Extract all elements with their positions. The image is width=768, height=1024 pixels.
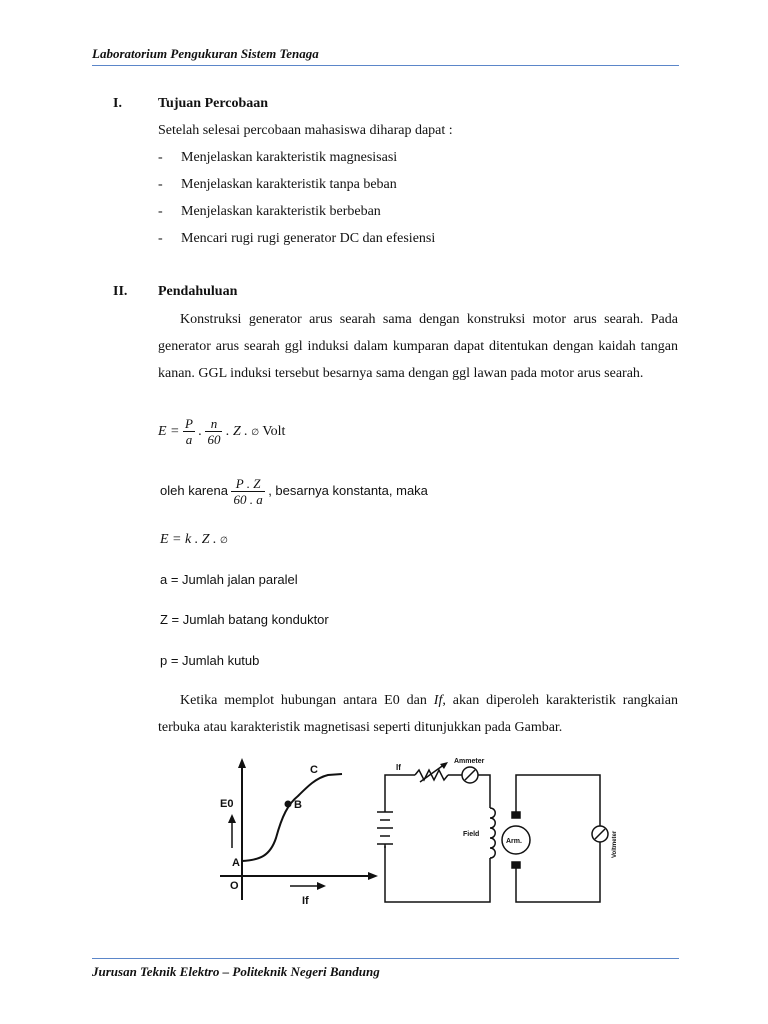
point-b-label: B	[294, 799, 302, 811]
section1-number: I.	[113, 96, 122, 111]
plot-paragraph-b: , akan diperoleh karakteristik rangkaian terbuka atau karakteristik magnetisasi seperti ditunjukkan pada Gambar.	[158, 693, 679, 735]
point-c-label: C	[310, 764, 318, 776]
eq1-den-a: a	[185, 432, 193, 448]
section1-intro: Setelah selesai percobaan mahasiswa diharap dapat :	[158, 123, 453, 138]
section2-number: II.	[113, 284, 128, 299]
page-footer: Jurusan Teknik Elektro – Politeknik Negeri Bandung	[92, 964, 380, 979]
figure-magnetization	[210, 752, 640, 912]
footer-divider	[92, 958, 679, 959]
equation-emf: E = $\frac{P}{a}$ . $\frac{n}{60}$ . Z . ∅ Volt	[158, 416, 286, 448]
since-prefix: oleh karena	[160, 483, 228, 498]
rheostat	[415, 770, 448, 780]
since-suffix: , besarnya konstanta, maka	[268, 483, 428, 498]
y-axis-arrow	[238, 758, 246, 768]
magnetization-curve-graph	[220, 758, 378, 900]
plot-paragraph	[158, 687, 678, 741]
list-item: Menjelaskan karakteristik berbeban	[181, 204, 381, 219]
since-num: P . Z	[231, 476, 264, 492]
voltmeter-label: Voltmeter	[612, 830, 618, 858]
intro-paragraph	[158, 306, 678, 387]
eq1-unit: Volt	[262, 424, 286, 439]
brush-bottom	[512, 862, 520, 868]
eq1-lhs: E =	[158, 424, 180, 439]
definition-a: a = Jumlah jalan paralel	[160, 572, 298, 587]
eq1-fraction-n-60	[205, 416, 222, 447]
point-a-label: A	[232, 857, 240, 869]
eq1-den-60: 60	[207, 432, 221, 448]
list-item: Menjelaskan karakteristik magnesisasi	[181, 150, 398, 165]
eq1-mid: . Z .	[225, 424, 248, 439]
eq2-phi: ∅	[220, 535, 228, 545]
list-bullet: -	[158, 150, 163, 165]
armature-label: Arm.	[506, 838, 522, 845]
section1-title: Tujuan Percobaan	[158, 96, 269, 111]
intro-paragraph-text: Konstruksi generator arus searah sama dengan konstruksi motor arus searah. Pada generator arus searah ggl induksi dalam kumparan dapat ditentukan dengan kaidah tangan kanan. GGL induksi tersebut besarnya sama dengan ggl lawan pada motor arus searah.	[158, 312, 678, 381]
section2-title: Pendahuluan	[158, 284, 238, 299]
constant-sentence	[160, 473, 428, 510]
point-b-marker	[285, 801, 291, 807]
header-divider	[92, 65, 679, 66]
list-item: Mencari rugi rugi generator DC dan efesiensi	[181, 231, 436, 246]
since-fraction	[231, 476, 264, 507]
eq1-num-p: P	[185, 416, 193, 432]
brush-top	[512, 812, 520, 818]
definition-z: Z = Jumlah batang konduktor	[160, 612, 329, 627]
field-coil	[490, 808, 495, 858]
equation-emf-simplified	[160, 531, 228, 549]
eq1-fraction-p-a	[183, 416, 195, 447]
origin-label: O	[230, 880, 239, 892]
magnetization-curve	[242, 774, 342, 861]
plot-paragraph-if: If	[433, 693, 443, 708]
since-den: 60 . a	[233, 492, 263, 508]
x-axis-label: If	[302, 895, 309, 907]
list-bullet: -	[158, 231, 163, 246]
x-axis-arrow	[368, 872, 378, 880]
page-header: Laboratorium Pengukuran Sistem Tenaga	[92, 46, 319, 61]
field-label: Field	[463, 831, 480, 838]
list-bullet: -	[158, 204, 163, 219]
list-bullet: -	[158, 177, 163, 192]
definition-p: p = Jumlah kutub	[160, 653, 260, 668]
eq1-phi: ∅	[251, 427, 260, 437]
eq1-num-n: n	[205, 416, 222, 432]
y-axis-label: E0	[220, 798, 234, 810]
current-label: If	[396, 763, 401, 772]
plot-paragraph-a: Ketika memplot hubungan antara E0 dan	[180, 693, 427, 708]
eq2-text: E = k . Z .	[160, 532, 217, 547]
list-item: Menjelaskan karakteristik tanpa beban	[181, 177, 397, 192]
ammeter-label: Ammeter	[454, 758, 485, 765]
